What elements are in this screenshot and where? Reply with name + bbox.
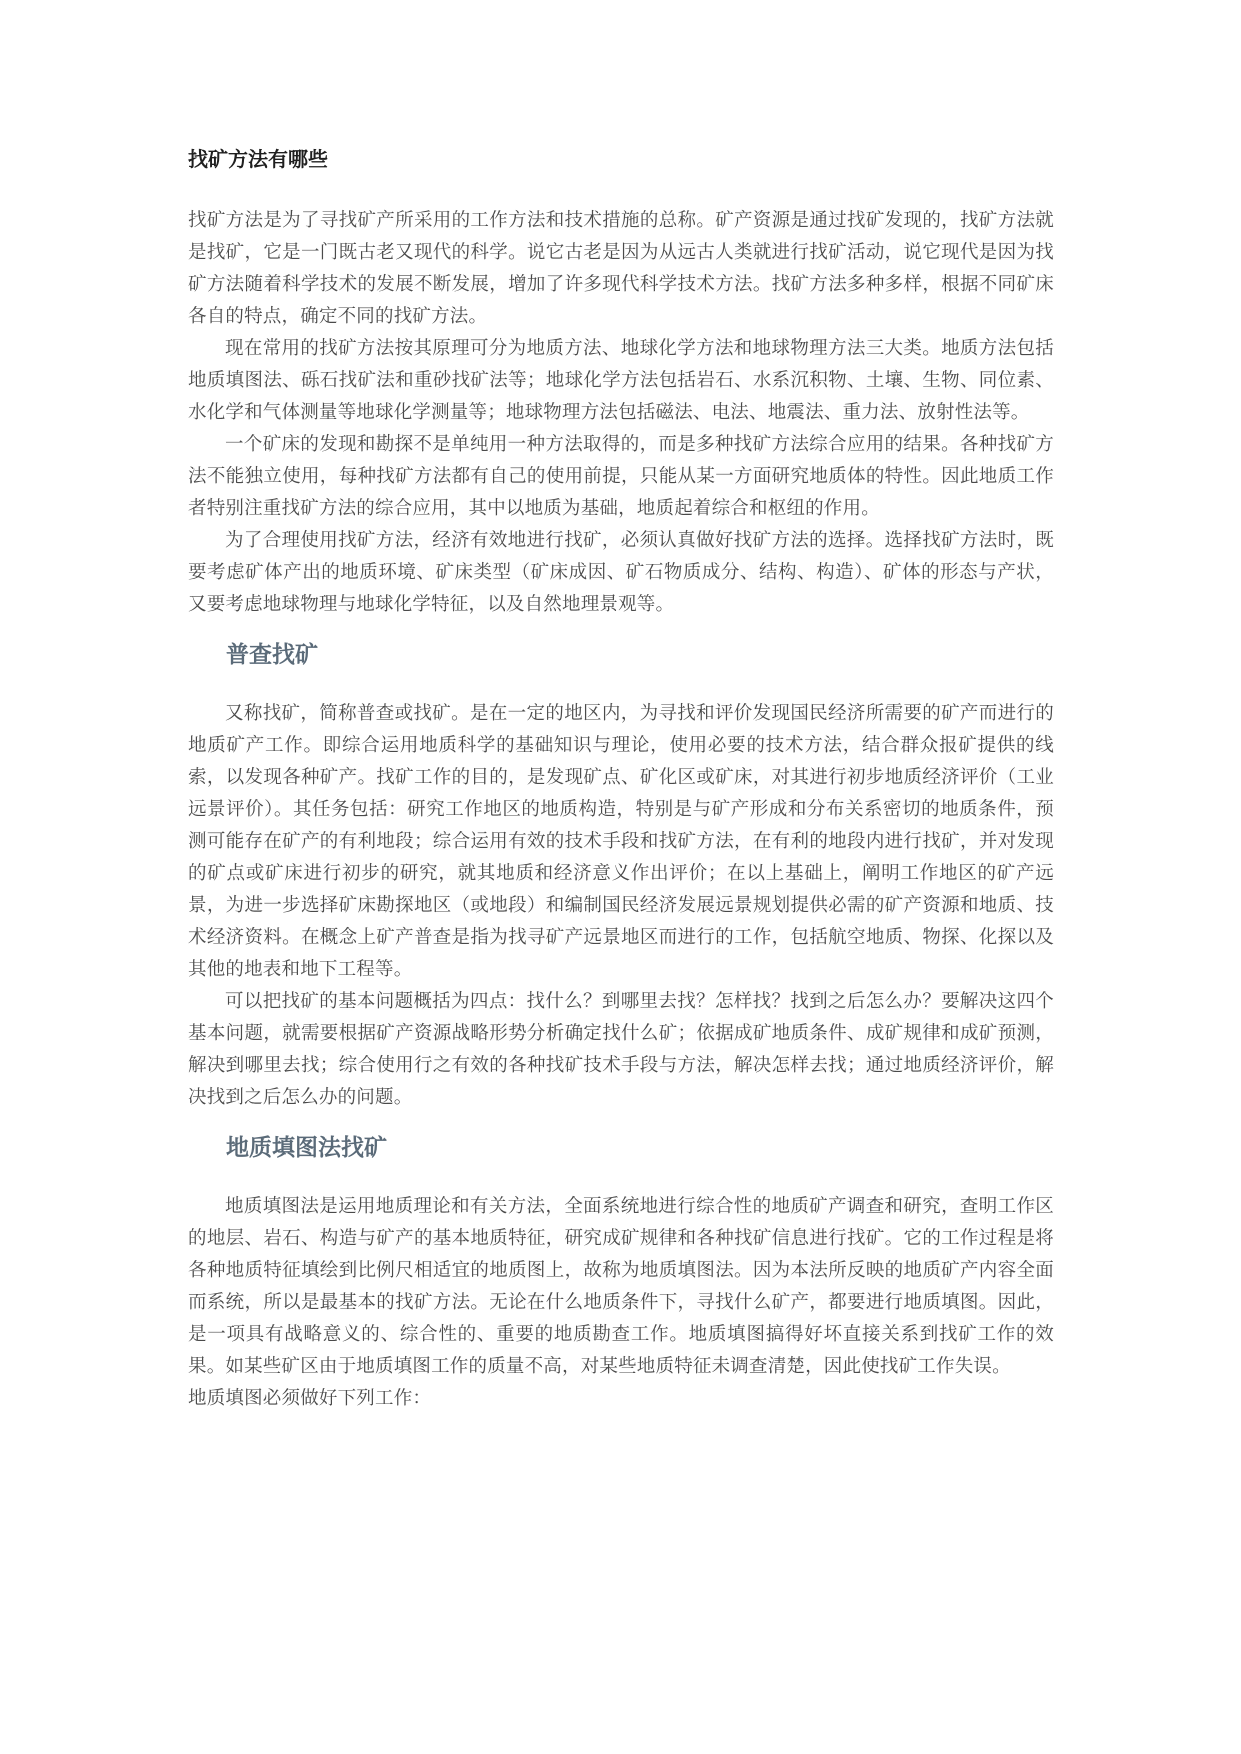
- mapping-paragraph-1: 地质填图法是运用地质理论和有关方法，全面系统地进行综合性的地质矿产调查和研究，查明工作区的地层、岩石、构造与矿产的基本地质特征，研究成矿规律和各种找矿信息进行找矿。它的工作过程是将各种地质特征填绘到比例尺相适宜的地质图上，故称为地质填图法。因为本法所反映的地质矿产内容全面而系统，所以是最基本的找矿方法。无论在什么地质条件下，寻找什么矿产，都要进行地质填图。因此，是一项具有战略意义的、综合性的、重要的地质勘查工作。地质填图搞得好坏直接关系到找矿工作的效果。如某些矿区由于地质填图工作的质量不高，对某些地质特征未调查清楚，因此使找矿工作失误。: [188, 1196, 1054, 1377]
- mapping-tail-line: 地质填图必须做好下列工作：: [188, 1388, 432, 1409]
- section-heading-geologic-mapping: 地质填图法找矿: [226, 1135, 387, 1161]
- intro-paragraph-2: 现在常用的找矿方法按其原理可分为地质方法、地球化学方法和地球物理方法三大类。地质方法包括地质填图法、砾石找矿法和重砂找矿法等；地球化学方法包括岩石、水系沉积物、土壤、生物、同位素、水化学和气体测量等地球化学测量等；地球物理方法包括磁法、电法、地震法、重力法、放射性法等。: [188, 338, 1054, 423]
- survey-paragraph-1: 又称找矿，简称普查或找矿。是在一定的地区内，为寻找和评价发现国民经济所需要的矿产而进行的地质矿产工作。即综合运用地质科学的基础知识与理论，使用必要的技术方法，结合群众报矿提供的线索，以发现各种矿产。找矿工作的目的，是发现矿点、矿化区或矿床，对其进行初步地质经济评价（工业远景评价）。其任务包括：研究工作地区的地质构造，特别是与矿产形成和分布关系密切的地质条件，预测可能存在矿产的有利地段；综合运用有效的技术手段和找矿方法，在有利的地段内进行找矿，并对发现的矿点或矿床进行初步的研究，就其地质和经济意义作出评价；在以上基础上，阐明工作地区的矿产远景，为进一步选择矿床勘探地区（或地段）和编制国民经济发展远景规划提供必需的矿产资源和地质、技术经济资料。在概念上矿产普查是指为找寻矿产远景地区而进行的工作，包括航空地质、物探、化探以及其他的地表和地下工程等。: [188, 703, 1054, 980]
- intro-paragraph-4: 为了合理使用找矿方法，经济有效地进行找矿，必须认真做好找矿方法的选择。选择找矿方法时，既要考虑矿体产出的地质环境、矿床类型（矿床成因、矿石物质成分、结构、构造）、矿体的形态与产状，又要考虑地球物理与地球化学特征，以及自然地理景观等。: [188, 530, 1054, 615]
- intro-paragraph-3: 一个矿床的发现和勘探不是单纯用一种方法取得的，而是多种找矿方法综合应用的结果。各种找矿方法不能独立使用，每种找矿方法都有自己的使用前提，只能从某一方面研究地质体的特性。因此地质工作者特别注重找矿方法的综合应用，其中以地质为基础，地质起着综合和枢纽的作用。: [188, 434, 1054, 519]
- section-heading-survey: 普查找矿: [226, 642, 318, 668]
- document-content: [188, 144, 1054, 1415]
- survey-paragraph-2: 可以把找矿的基本问题概括为四点：找什么？到哪里去找？怎样找？找到之后怎么办？要解决这四个基本问题，就需要根据矿产资源战略形势分析确定找什么矿；依据成矿地质条件、成矿规律和成矿预测，解决到哪里去找；综合使用行之有效的各种找矿技术手段与方法，解决怎样去找；通过地质经济评价，解决找到之后怎么办的问题。: [188, 991, 1054, 1108]
- document-title: 找矿方法有哪些: [188, 147, 328, 171]
- intro-paragraph-1: 找矿方法是为了寻找矿产所采用的工作方法和技术措施的总称。矿产资源是通过找矿发现的，找矿方法就是找矿，它是一门既古老又现代的科学。说它古老是因为从远古人类就进行找矿活动，说它现代是因为找矿方法随着科学技术的发展不断发展，增加了许多现代科学技术方法。找矿方法多种多样，根据不同矿床各自的特点，确定不同的找矿方法。: [188, 210, 1054, 327]
